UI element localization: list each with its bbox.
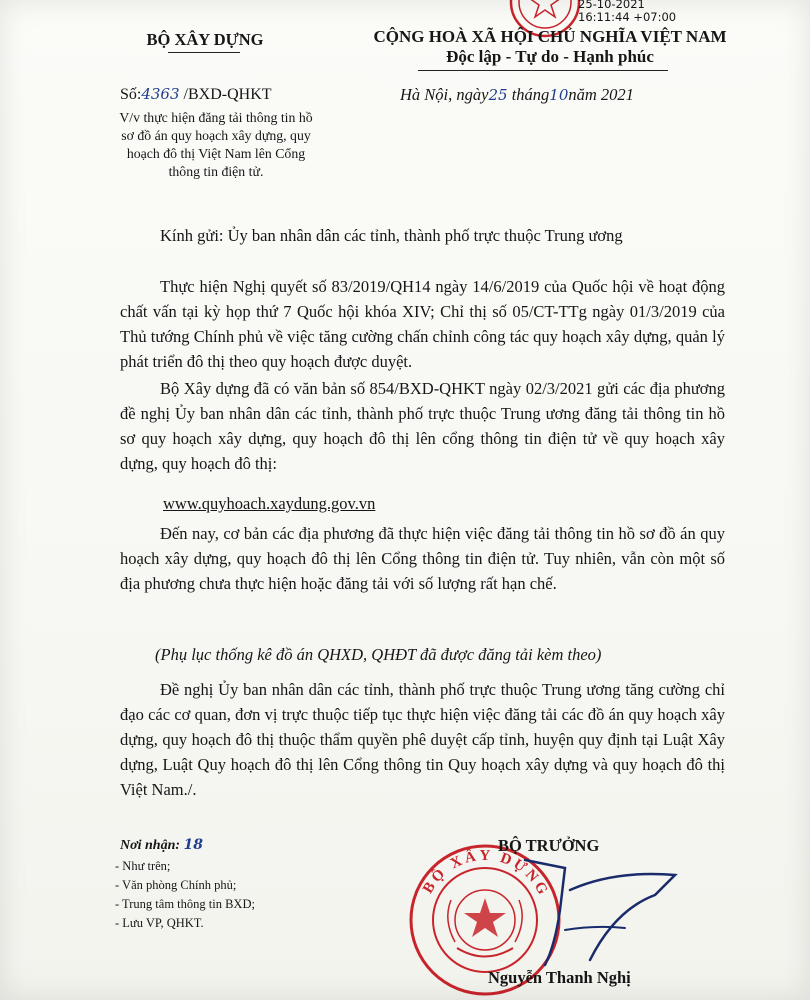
digital-signature-date: 25-10-2021 bbox=[578, 0, 645, 11]
receiver-item: - Trung tâm thông tin BXD; bbox=[115, 897, 255, 911]
date-day-handwritten: 25 bbox=[488, 86, 508, 104]
signer-name: Nguyễn Thanh Nghị bbox=[488, 968, 631, 987]
issuer-name: BỘ XÂY DỰNG bbox=[146, 30, 264, 49]
digital-signature-time: 16:11:44 +07:00 bbox=[578, 10, 677, 24]
paragraph-text: Đề nghị Ủy ban nhân dân các tỉnh, thành phố trực thuộc Trung ương tăng cường chỉ đạo các cơ quan, đơn vị trực thuộc tiếp tục thực hiện việc đăng tải các đồ án quy hoạch xây dựng, quy hoạch đô thị thuộc thẩm quyền phê duyệt cấp tỉnh, huyện quy định tại Luật Xây dựng, Luật Quy hoạch đô thị lên Cổng thông tin Quy hoạch xây dựng và quy hoạch đô thị Việt Nam./. bbox=[120, 680, 725, 799]
handwritten-signature bbox=[505, 850, 705, 970]
receiver-item: - Văn phòng Chính phủ; bbox=[115, 878, 237, 892]
receivers-label-text: Nơi nhận: bbox=[120, 838, 181, 853]
receivers-label bbox=[120, 837, 203, 854]
paragraph-text: Bộ Xây dựng đã có văn bản số 854/BXD-QHKT ngày 02/3/2021 gửi các địa phương đề nghị Ủy ban nhân dân các tỉnh, thành phố trực thuộc Trung ương đăng tải thông tin hồ sơ quy hoạch xây dựng, quy hoạch đô thị lên cổng thông tin điện tử về quy hoạch xây dựng, quy hoạch đô thị: bbox=[120, 379, 725, 473]
appendix-note: (Phụ lục thống kê đồ án QHXD, QHĐT đã được đăng tải kèm theo) bbox=[155, 645, 602, 664]
body-paragraph-4 bbox=[120, 677, 725, 802]
national-header bbox=[355, 27, 745, 67]
subject-line: V/v thực hiện đăng tải thông tin hồ bbox=[119, 110, 313, 125]
paragraph-text: Đến nay, cơ bản các địa phương đã thực hiện việc đăng tải thông tin hồ sơ đồ án quy hoạch xây dựng, quy hoạch đô thị lên Cổng thông tin điện tử. Tuy nhiên, vẫn còn một số địa phương chưa thực hiện hoặc đăng tải với số lượng rất hạn chế. bbox=[120, 524, 725, 593]
receiver-item: - Như trên; bbox=[115, 859, 171, 873]
subject-line: sơ đồ án quy hoạch xây dựng, quy bbox=[121, 128, 311, 143]
date-month-handwritten: 10 bbox=[549, 86, 569, 104]
motto-underline bbox=[418, 70, 668, 71]
receivers-list bbox=[115, 857, 255, 933]
digital-signature-info bbox=[578, 0, 698, 24]
subject-line: thông tin điện tử. bbox=[168, 164, 264, 179]
portal-url[interactable]: www.quyhoach.xaydung.gov.vn bbox=[163, 494, 376, 513]
year-label: năm 2021 bbox=[568, 85, 634, 104]
body-paragraph-3 bbox=[120, 521, 725, 596]
paragraph-text: Thực hiện Nghị quyết số 83/2019/QH14 ngày 14/6/2019 của Quốc hội về hoạt động chất vấn tại kỳ họp thứ 7 Quốc hội khóa XIV; Chỉ thị số 05/CT-TTg ngày 01/3/2019 của Thủ tướng Chính phủ về việc tăng cường chấn chỉnh công tác quy hoạch xây dựng, quản lý phát triển đô thị theo quy hoạch được duyệt. bbox=[120, 277, 725, 371]
national-motto: Độc lập - Tự do - Hạnh phúc bbox=[446, 47, 654, 66]
receiver-item: - Lưu VP, QHKT. bbox=[115, 916, 204, 930]
place-date bbox=[400, 85, 634, 105]
document-number-suffix: /BXD-QHKT bbox=[183, 86, 272, 103]
body-paragraph-2 bbox=[120, 376, 725, 476]
issuer-underline bbox=[168, 52, 240, 53]
svg-text:BỘ XÂY DỰNG: BỘ XÂY DỰNG bbox=[420, 847, 552, 900]
signer-title: BỘ TRƯỞNG bbox=[498, 836, 600, 855]
document-number bbox=[120, 85, 272, 104]
body-paragraph-1 bbox=[120, 274, 725, 374]
receivers-count-handwritten: 18 bbox=[183, 837, 204, 853]
document-number-handwritten: 4363 bbox=[141, 85, 180, 103]
document-subject bbox=[96, 109, 336, 181]
month-label: tháng bbox=[511, 85, 550, 104]
subject-line: hoạch đô thị Việt Nam lên Cổng bbox=[126, 146, 306, 161]
national-title: CỘNG HOÀ XÃ HỘI CHỦ NGHĨA VIỆT NAM bbox=[373, 27, 727, 46]
place-prefix: Hà Nội, ngày bbox=[400, 85, 489, 104]
document-number-prefix: Số: bbox=[120, 86, 142, 103]
recipient-line: Kính gửi: Ủy ban nhân dân các tỉnh, thành phố trực thuộc Trung ương bbox=[160, 226, 623, 245]
